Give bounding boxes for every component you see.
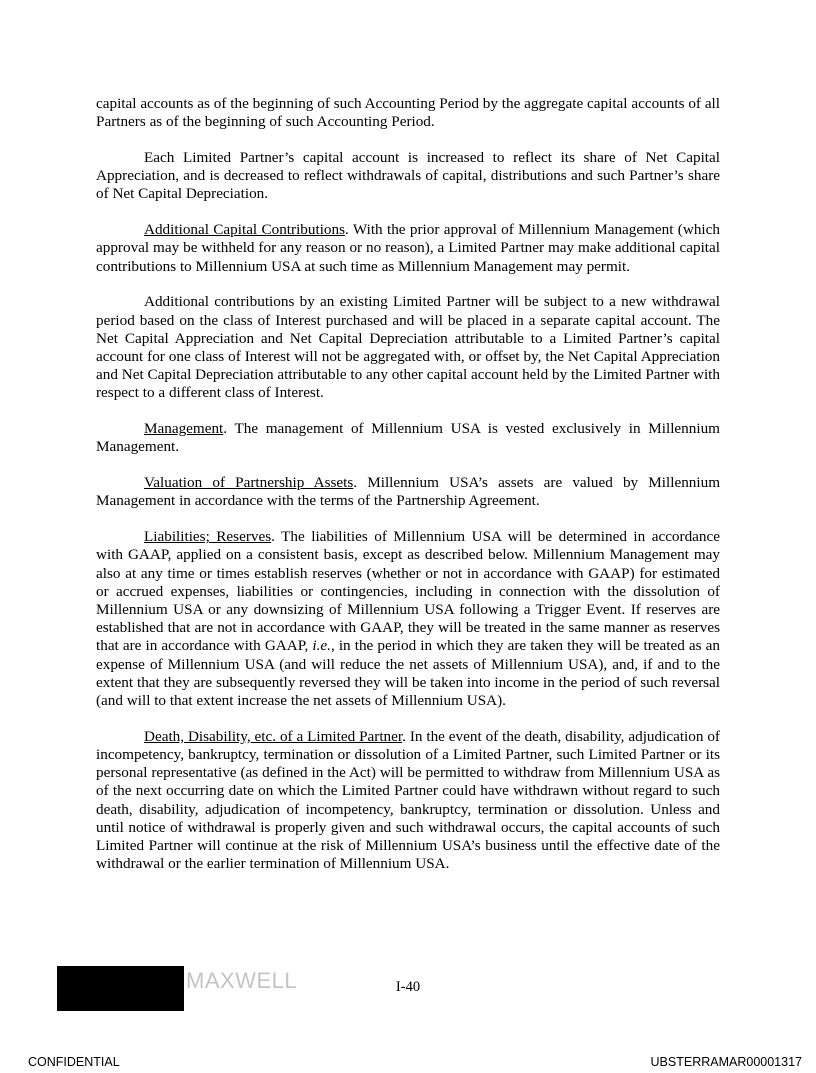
page-number: I-40: [395, 979, 421, 995]
paragraph-text: . The liabilities of Millennium USA will be determined in accordance with GAAP, applied on a consistent basis, except as described below. Millennium Management may also at any time or times establish reserves (whether or not in accordance with GAAP) for estimated or accrued expenses, liabilities or contingencies, including in connection with the dissolution of Millennium USA or any downsizing of Millennium USA following a Trigger Event. If reserves are established that are not in accordance with GAAP, they will be treated in the same manner as reserves that are in accordance with GAAP,: [96, 528, 720, 655]
paragraph-text: . Millennium USA’s assets are valued by Millennium Management in accordance with the terms of the Partnership Agreement.: [96, 474, 721, 510]
paragraph-liabilities: [96, 528, 720, 710]
paragraph-text: , in the period in which they are taken they will be treated as an expense of Millennium USA (and will reduce the net assets of Millennium USA), and, if and to the extent that they are subsequently reversed they will be taken into income in the period of such reversal (and will to that extent increase the net assets of Millennium USA).: [96, 637, 721, 710]
paragraph-text: Each Limited Partner’s capital account is increased to reflect its share of Net Capital Appreciation, and is decreased to reflect withdrawals of capital, distributions and such Partner’s share of Net Capital Depreciation.: [96, 149, 720, 203]
paragraph-text: . The management of Millennium USA is vested exclusively in Millennium Management.: [96, 420, 720, 456]
paragraph-text: . In the event of the death, disability, adjudication of incompetency, bankruptcy, termination or dissolution of a Limited Partner, such Limited Partner or its personal representative (as defined in the Act) will be permitted to withdraw from Millennium USA as of the next occurring date on which the Limited Partner could have withdrawn without regard to such death, disability, adjudication of incompetency, bankruptcy, termination or dissolution. Unless and until notice of withdrawal is properly given and such withdrawal occurs, the capital accounts of such Limited Partner will continue at the risk of Millennium USA’s business until the effective date of the withdrawal or the earlier termination of Millennium USA.: [96, 727, 720, 873]
paragraph-continuation: [96, 95, 720, 131]
paragraph-valuation: [96, 474, 720, 510]
section-heading: Management: [144, 420, 224, 438]
italic-term: i.e.: [312, 637, 331, 655]
paragraph-text: Additional contributions by an existing Limited Partner will be subject to a new withdrawal period based on the class of Interest purchased and will be placed in a separate capital account. The Net Capital Appreciation and Net Capital Depreciation attributable to a Limited Partner’s capital account for one class of Interest will not be aggregated with, or offset by, the Net Capital Appreciation and Net Capital Depreciation attributable to any other capital account held by the Limited Partner with respect to a different class of Interest.: [96, 293, 720, 402]
paragraph-text: capital accounts as of the beginning of such Accounting Period by the aggregate capital accounts of all Partners as of the beginning of such Accounting Period.: [96, 95, 720, 131]
paragraph-additional-capital: [96, 221, 720, 276]
section-heading: Valuation of Partnership Assets: [144, 474, 354, 492]
paragraph-additional-contributions: [96, 293, 720, 402]
paragraph-management: [96, 420, 720, 456]
body-text: [96, 95, 720, 891]
section-heading: Liabilities; Reserves: [144, 528, 272, 546]
confidential-footer: CONFIDENTIAL: [28, 1055, 120, 1069]
bates-number: UBSTERRAMAR00001317: [650, 1055, 802, 1069]
section-heading: Death, Disability, etc. of a Limited Partner: [144, 727, 403, 745]
paragraph-text: . With the prior approval of Millennium Management (which approval may be withheld for any reason or no reason), a Limited Partner may make additional capital contributions to Millennium USA at such time as Millennium Management may permit.: [96, 221, 720, 275]
paragraph-capital-account: [96, 149, 720, 204]
paragraph-death-disability: [96, 728, 720, 874]
section-heading: Additional Capital Contributions: [144, 221, 346, 239]
maxwell-stamp: MAXWELL: [186, 968, 298, 993]
